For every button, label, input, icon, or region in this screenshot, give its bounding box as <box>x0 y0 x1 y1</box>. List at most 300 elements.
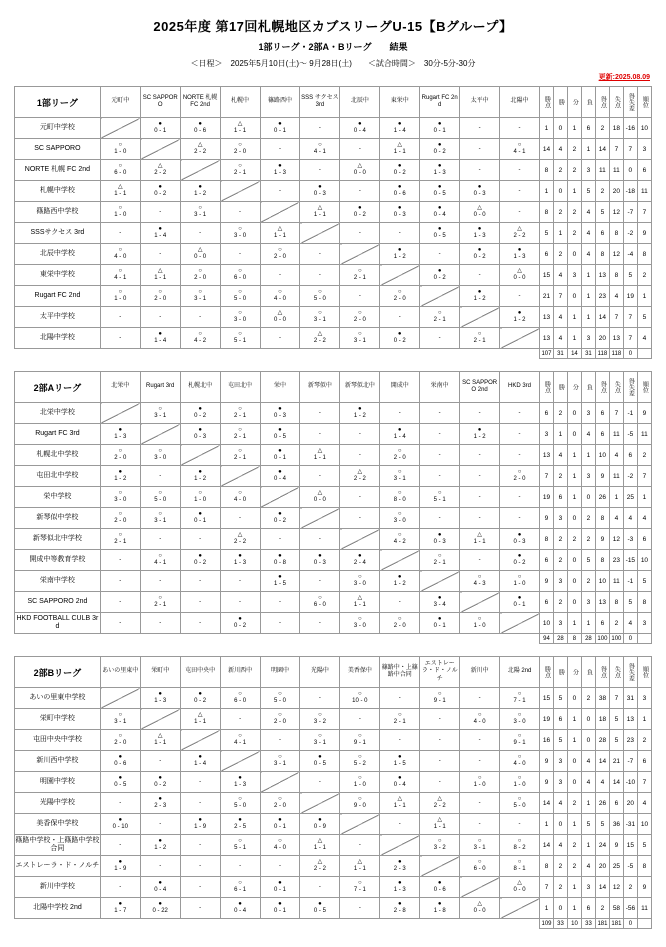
stat-value: 7 <box>623 139 637 160</box>
result-cell <box>420 814 460 835</box>
stat-value: 4 <box>581 202 595 223</box>
result-cell <box>220 835 260 856</box>
result-cell <box>300 139 340 160</box>
result-score: 3 - 1 <box>313 740 326 747</box>
result-cell <box>380 286 420 307</box>
result-symbol: ● <box>397 205 402 212</box>
result-symbol: ● <box>517 553 522 560</box>
stat-value: 1 <box>567 730 581 751</box>
unplayed-cell: - <box>100 613 140 634</box>
stat-value: 15 <box>539 265 553 286</box>
result-cell <box>140 550 180 571</box>
unplayed-cell: - <box>300 613 340 634</box>
result-cell <box>220 550 260 571</box>
result-symbol: ○ <box>198 268 202 275</box>
stat-value: 10 <box>637 814 651 835</box>
result-cell <box>180 286 220 307</box>
result-symbol: ○ <box>397 532 402 539</box>
result-cell <box>100 730 140 751</box>
result-symbol: ● <box>397 775 402 782</box>
result-cell <box>260 286 300 307</box>
result-score: 0 - 3 <box>433 539 446 546</box>
result-symbol: ○ <box>358 775 362 782</box>
result-cell <box>340 265 380 286</box>
table-row <box>15 160 652 181</box>
stat-value: 2 <box>567 202 581 223</box>
result-score: 1 - 2 <box>393 581 406 588</box>
team-name: エストレーラ・ド・ノルチ <box>15 856 101 877</box>
result-score: 0 - 1 <box>433 623 446 630</box>
stat-value: 4 <box>553 307 567 328</box>
stat-value: 2 <box>567 793 581 814</box>
diagonal-cell <box>300 793 340 814</box>
unplayed-cell: - <box>380 688 420 709</box>
result-cell <box>380 571 420 592</box>
result-score: 9 - 1 <box>353 740 366 747</box>
table-row <box>15 466 652 487</box>
league-title: 2部Aリーグ <box>15 372 101 403</box>
result-score: 0 - 2 <box>154 191 167 198</box>
result-symbol: △ <box>477 205 482 212</box>
result-symbol: ● <box>517 310 522 317</box>
result-cell <box>180 202 220 223</box>
stat-value: 6 <box>637 529 651 550</box>
stat-value: 11 <box>609 571 623 592</box>
unplayed-cell: - <box>260 730 300 751</box>
stat-value: 23 <box>609 550 623 571</box>
result-cell <box>460 202 500 223</box>
result-cell <box>220 445 260 466</box>
stat-value: 12 <box>609 529 623 550</box>
result-symbol: ● <box>437 595 442 602</box>
team-name: Rugart FC 3rd <box>15 424 101 445</box>
result-score: 1 - 2 <box>194 476 207 483</box>
stat-value: 19 <box>623 286 637 307</box>
table-row <box>15 445 652 466</box>
stat-value: 23 <box>595 286 609 307</box>
stat-value: 6 <box>539 244 553 265</box>
stat-value: 2 <box>553 592 567 613</box>
table-row <box>15 244 652 265</box>
result-score: 1 - 4 <box>154 338 167 345</box>
diagonal-cell <box>220 181 260 202</box>
stat-value: 0 <box>553 181 567 202</box>
stat-value: 6 <box>539 592 553 613</box>
result-cell <box>260 403 300 424</box>
unplayed-cell: - <box>180 877 220 898</box>
result-cell <box>340 877 380 898</box>
result-symbol: ● <box>158 838 163 845</box>
result-score: 2 - 0 <box>234 149 247 156</box>
result-cell <box>340 328 380 349</box>
result-cell <box>180 508 220 529</box>
result-symbol: ○ <box>238 268 242 275</box>
result-score: 2 - 2 <box>194 149 207 156</box>
total-value: 109 <box>541 920 552 927</box>
stat-value: 5 <box>581 550 595 571</box>
result-symbol: ○ <box>358 616 362 623</box>
stat-value: 7 <box>553 286 567 307</box>
result-cell <box>300 730 340 751</box>
stat-header <box>609 372 623 403</box>
result-cell <box>500 307 540 328</box>
unplayed-cell: - <box>260 856 300 877</box>
result-cell <box>380 160 420 181</box>
unplayed-cell: - <box>500 160 540 181</box>
stat-header <box>637 657 651 688</box>
stat-value: 4 <box>637 328 651 349</box>
team-name: 新川西中学校 <box>15 751 101 772</box>
result-score: 1 - 1 <box>393 803 406 810</box>
unplayed-cell: - <box>300 244 340 265</box>
unplayed-cell: - <box>460 793 500 814</box>
stat-value: 1 <box>539 181 553 202</box>
result-cell <box>100 286 140 307</box>
unplayed-cell: - <box>500 445 540 466</box>
result-cell <box>300 592 340 613</box>
result-cell <box>100 244 140 265</box>
stat-value: 4 <box>554 793 568 814</box>
unplayed-cell: - <box>500 286 540 307</box>
result-symbol: ● <box>118 859 123 866</box>
result-cell <box>500 793 540 814</box>
team-name: 札幌中学校 <box>15 181 101 202</box>
unplayed-cell: - <box>340 835 380 856</box>
result-symbol: ● <box>158 901 163 908</box>
stat-value: 9 <box>540 751 554 772</box>
result-score: 5 - 1 <box>234 338 247 345</box>
stat-header <box>540 657 554 688</box>
result-symbol: ● <box>318 901 322 908</box>
result-cell <box>140 403 180 424</box>
result-symbol: ● <box>238 901 242 908</box>
result-score: 4 - 0 <box>513 761 526 768</box>
result-symbol: △ <box>197 247 203 254</box>
result-cell <box>180 424 220 445</box>
total-value <box>637 634 651 644</box>
stat-value: 8 <box>540 856 554 877</box>
stat-value: 6 <box>637 160 651 181</box>
stat-value: 5 <box>609 709 623 730</box>
result-score: 4 - 2 <box>194 338 207 345</box>
stat-value: 6 <box>539 550 553 571</box>
result-cell <box>100 751 140 772</box>
result-cell <box>500 529 540 550</box>
unplayed-cell: - <box>100 835 140 856</box>
stat-value: 1 <box>581 445 595 466</box>
stat-value: -7 <box>623 751 637 772</box>
unplayed-cell: - <box>300 424 340 445</box>
result-score: 1 - 3 <box>433 170 446 177</box>
result-score: 4 - 1 <box>234 740 247 747</box>
unplayed-cell: - <box>300 877 340 898</box>
table-row <box>15 181 652 202</box>
result-cell <box>260 508 300 529</box>
table-row <box>15 118 652 139</box>
result-cell <box>180 118 220 139</box>
stat-value: 13 <box>623 709 637 730</box>
stat-header-label: 失点 <box>613 381 620 393</box>
opponent-header: 新琴似北中 <box>340 372 380 403</box>
diagonal-cell <box>340 244 380 265</box>
result-symbol: ● <box>158 184 163 191</box>
total-value: 0 <box>623 634 637 644</box>
header-row <box>15 657 652 688</box>
result-score: 2 - 0 <box>114 455 127 462</box>
result-cell <box>340 688 380 709</box>
opponent-header: 北陽中 <box>500 87 540 118</box>
stat-header-label: 負 <box>585 99 592 105</box>
result-cell <box>340 160 380 181</box>
result-symbol: ○ <box>198 205 202 212</box>
result-cell <box>140 793 180 814</box>
result-score: 0 - 0 <box>513 275 526 282</box>
stat-value: 4 <box>595 772 609 793</box>
result-symbol: △ <box>317 838 323 845</box>
result-symbol: ● <box>198 469 202 476</box>
stat-value: 8 <box>539 160 553 181</box>
result-score: 1 - 2 <box>114 476 127 483</box>
result-cell <box>180 709 220 730</box>
result-cell <box>300 709 340 730</box>
stat-value: 7 <box>609 688 623 709</box>
stat-value: 0 <box>567 244 581 265</box>
stat-value: 4 <box>553 328 567 349</box>
opponent-header: 北陽 2nd <box>500 657 540 688</box>
result-symbol: ● <box>118 427 123 434</box>
unplayed-cell: - <box>460 814 500 835</box>
result-cell <box>260 160 300 181</box>
result-score: 0 - 3 <box>313 191 326 198</box>
result-symbol: ● <box>158 226 163 233</box>
result-cell <box>340 592 380 613</box>
result-symbol: ○ <box>158 448 163 455</box>
result-cell <box>220 529 260 550</box>
result-cell <box>140 223 180 244</box>
result-score: 6 - 0 <box>234 275 247 282</box>
opponent-header: 光陽中 <box>300 657 340 688</box>
stat-value: 0 <box>567 424 581 445</box>
unplayed-cell: - <box>300 118 340 139</box>
stat-header <box>623 657 637 688</box>
result-score: 4 - 2 <box>393 539 406 546</box>
stat-value: -56 <box>623 898 637 919</box>
result-symbol: ○ <box>158 289 163 296</box>
result-score: 0 - 1 <box>154 128 167 135</box>
unplayed-cell: - <box>100 793 140 814</box>
result-score: 0 - 2 <box>154 782 167 789</box>
stat-value: -31 <box>623 814 637 835</box>
diagonal-cell <box>500 328 540 349</box>
result-symbol: ○ <box>477 859 482 866</box>
table-row <box>15 772 652 793</box>
result-cell <box>220 139 260 160</box>
result-cell <box>220 814 260 835</box>
result-symbol: ○ <box>238 289 242 296</box>
result-cell <box>180 265 220 286</box>
result-score: 0 - 1 <box>273 455 286 462</box>
result-score: 0 - 5 <box>313 761 326 768</box>
unplayed-cell: - <box>220 571 260 592</box>
table-row <box>15 835 652 856</box>
result-symbol: △ <box>357 469 363 476</box>
stat-value: 8 <box>637 244 651 265</box>
stat-value: 4 <box>581 244 595 265</box>
result-cell <box>500 139 540 160</box>
stat-value: 4 <box>581 424 595 445</box>
result-cell <box>300 286 340 307</box>
stat-value: 9 <box>539 571 553 592</box>
stat-value: 3 <box>553 571 567 592</box>
result-symbol: ● <box>278 817 282 824</box>
diagonal-cell <box>180 445 220 466</box>
result-cell <box>340 118 380 139</box>
opponent-header: SSS サクセス 3rd <box>300 87 340 118</box>
diagonal-cell <box>380 550 420 571</box>
stat-header-label: 勝 <box>557 384 564 390</box>
result-score: 2 - 0 <box>114 740 127 747</box>
result-score: 6 - 0 <box>473 866 486 873</box>
result-cell <box>300 328 340 349</box>
unplayed-cell: - <box>500 181 540 202</box>
result-symbol: ● <box>318 817 322 824</box>
result-cell <box>180 751 220 772</box>
result-score: 4 - 1 <box>513 149 526 156</box>
stat-value: -18 <box>623 181 637 202</box>
stat-value: 13 <box>595 265 609 286</box>
stat-value: 5 <box>581 814 595 835</box>
result-symbol: ● <box>278 511 282 518</box>
unplayed-cell: - <box>140 856 180 877</box>
stat-value: 16 <box>540 730 554 751</box>
stat-value: 9 <box>539 508 553 529</box>
total-value: 28 <box>581 634 595 644</box>
result-cell <box>220 223 260 244</box>
result-symbol: ○ <box>318 712 322 719</box>
result-score: 0 - 4 <box>353 128 366 135</box>
result-symbol: ● <box>318 553 322 560</box>
stat-header <box>539 87 553 118</box>
result-score: 2 - 2 <box>513 233 526 240</box>
result-symbol: ○ <box>278 796 282 803</box>
total-value: 100 <box>611 635 622 642</box>
result-cell <box>460 286 500 307</box>
result-score: 0 - 2 <box>273 518 286 525</box>
header-row <box>15 87 652 118</box>
team-name: 北陽中学校 <box>15 328 101 349</box>
stat-value: 13 <box>539 307 553 328</box>
result-cell <box>420 793 460 814</box>
result-score: 1 - 0 <box>114 149 127 156</box>
result-cell <box>100 487 140 508</box>
result-cell <box>420 223 460 244</box>
total-value: 31 <box>581 349 595 359</box>
table-row <box>15 424 652 445</box>
result-symbol: △ <box>317 490 323 497</box>
result-cell <box>380 445 420 466</box>
result-symbol: ● <box>278 121 282 128</box>
unplayed-cell: - <box>220 592 260 613</box>
result-cell <box>340 793 380 814</box>
opponent-header: 新川中 <box>460 657 500 688</box>
stat-value: 2 <box>553 244 567 265</box>
table-row <box>15 688 652 709</box>
result-symbol: ● <box>437 163 442 170</box>
result-symbol: ● <box>198 511 202 518</box>
result-symbol: ○ <box>437 490 442 497</box>
result-symbol: △ <box>437 796 443 803</box>
stat-value: 7 <box>609 307 623 328</box>
result-cell <box>340 466 380 487</box>
result-score: 7 - 1 <box>513 698 526 705</box>
unplayed-cell: - <box>460 466 500 487</box>
result-cell <box>380 118 420 139</box>
result-score: 2 - 3 <box>393 866 406 873</box>
result-score: 0 - 1 <box>273 887 286 894</box>
stat-value: 7 <box>637 202 651 223</box>
result-symbol: ● <box>477 226 482 233</box>
stat-value: 3 <box>637 613 651 634</box>
stat-value: 6 <box>581 118 595 139</box>
result-cell <box>380 139 420 160</box>
table-row <box>15 613 652 634</box>
stat-header <box>609 87 623 118</box>
unplayed-cell: - <box>140 466 180 487</box>
unplayed-cell: - <box>340 709 380 730</box>
result-symbol: ● <box>358 406 362 413</box>
result-score: 1 - 1 <box>154 275 167 282</box>
stat-value: 1 <box>567 466 581 487</box>
unplayed-cell: - <box>460 403 500 424</box>
stat-header <box>595 87 609 118</box>
result-cell <box>420 688 460 709</box>
total-value: 107 <box>541 350 552 357</box>
stat-value: 3 <box>581 160 595 181</box>
result-cell <box>500 709 540 730</box>
unplayed-cell: - <box>420 772 460 793</box>
result-symbol: ● <box>278 574 282 581</box>
result-symbol: ○ <box>158 490 163 497</box>
result-cell <box>420 202 460 223</box>
result-symbol: ● <box>198 427 202 434</box>
stat-value: 11 <box>595 160 609 181</box>
result-symbol: ○ <box>397 289 402 296</box>
result-score: 0 - 4 <box>154 887 167 894</box>
result-symbol: ● <box>397 121 402 128</box>
result-symbol: ● <box>278 427 282 434</box>
result-cell <box>180 550 220 571</box>
stat-value: 3 <box>581 466 595 487</box>
total-value: 100 <box>597 635 608 642</box>
stat-value: 11 <box>637 898 651 919</box>
team-name: 新琴似北中学校 <box>15 529 101 550</box>
result-symbol: ○ <box>118 490 123 497</box>
result-score: 3 - 1 <box>194 212 207 219</box>
stat-value: 14 <box>540 835 554 856</box>
result-score: 0 - 1 <box>273 908 286 915</box>
result-score: 1 - 1 <box>313 845 326 852</box>
result-score: 1 - 3 <box>114 434 127 441</box>
result-score: 2 - 0 <box>393 455 406 462</box>
result-score: 2 - 1 <box>234 413 247 420</box>
result-score: 1 - 7 <box>114 908 127 915</box>
stat-header-label: 順位 <box>641 381 648 393</box>
stat-value: 1 <box>540 814 554 835</box>
result-score: 0 - 3 <box>513 539 526 546</box>
result-score: 2 - 2 <box>313 338 326 345</box>
unplayed-cell: - <box>300 688 340 709</box>
result-cell <box>380 709 420 730</box>
